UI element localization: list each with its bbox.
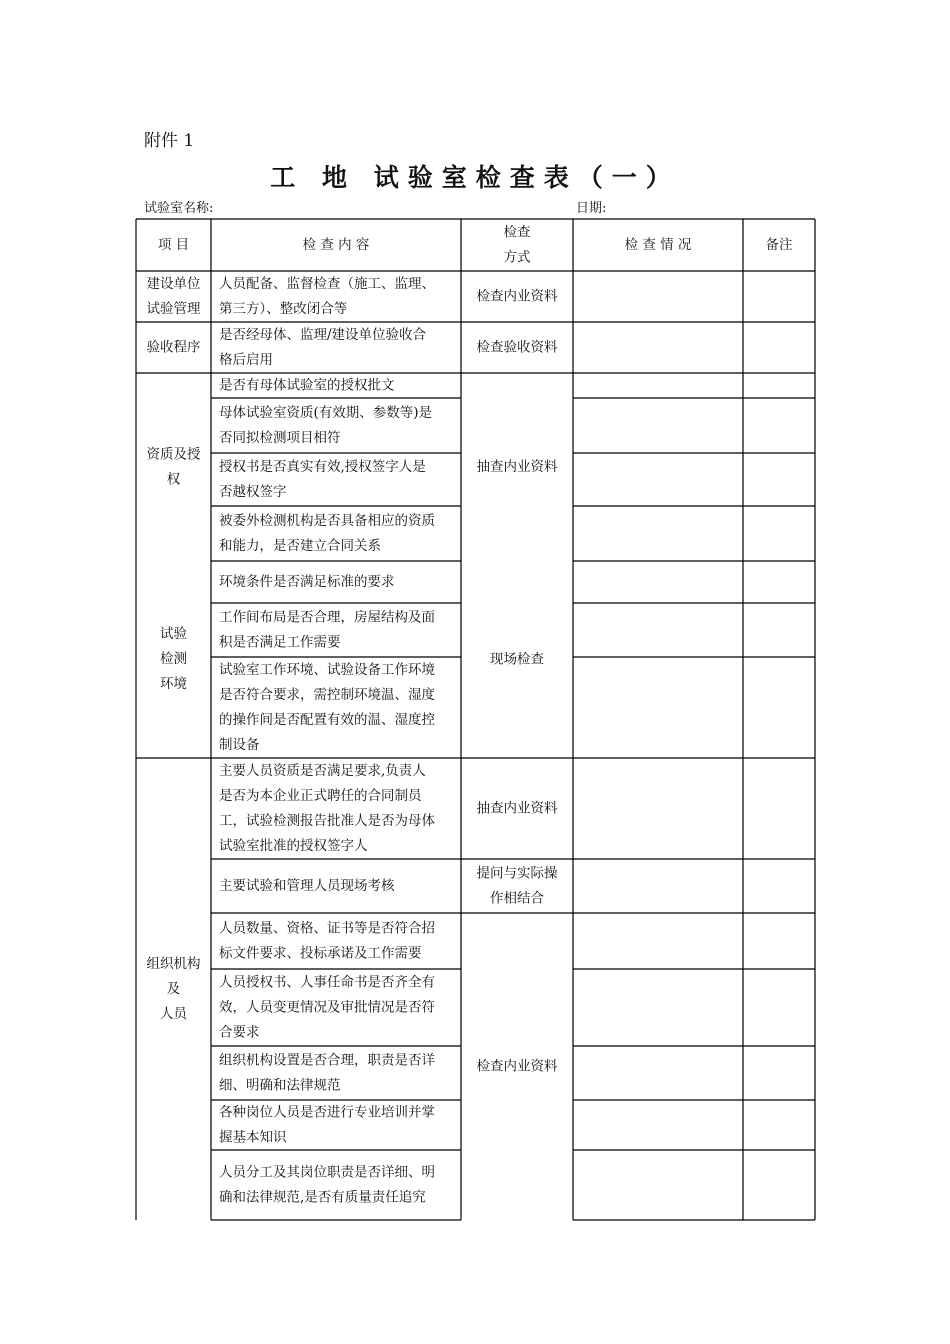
category-label: 建设单位: [146, 276, 201, 292]
check-method: 作相结合: [490, 890, 544, 907]
header-method: 检查: [503, 224, 531, 241]
check-item: 是否符合要求，需控制环境温、湿度: [219, 687, 435, 703]
category-label: 验收程序: [146, 339, 201, 356]
check-item: 各种岗位人员是否进行专业培训并掌: [219, 1104, 435, 1121]
check-item: 否越权签字: [219, 484, 287, 500]
check-item: 积是否满足工作需要: [219, 634, 341, 651]
check-method: 抽查内业资料: [476, 459, 558, 475]
category-label: 权: [166, 471, 181, 488]
category-label: 试验管理: [146, 301, 201, 317]
check-method: 抽查内业资料: [476, 800, 558, 817]
check-item: 主要试验和管理人员现场考核: [219, 878, 395, 894]
category-label: 资质及授: [146, 446, 201, 463]
check-item: 格后启用: [219, 352, 273, 368]
category-label: 及: [166, 981, 181, 997]
header-note: 备注: [765, 237, 793, 253]
check-item: 细、明确和法律规范: [219, 1077, 341, 1094]
check-item: 握基本知识: [219, 1129, 287, 1146]
header-result: 检 查 情 况: [624, 237, 692, 253]
check-method: 检查内业资料: [476, 288, 558, 305]
category-label: 环境: [160, 676, 187, 692]
category-label: 试验: [160, 626, 187, 642]
check-item: 授权书是否真实有效,授权签字人是: [219, 459, 426, 475]
category-label: 组织机构: [146, 956, 201, 972]
category-label: 人员: [160, 1006, 187, 1022]
check-method: 现场检查: [490, 651, 544, 668]
check-item: 主要人员资质是否满足要求,负责人: [219, 763, 426, 779]
check-item: 第三方）、整改闭合等: [219, 301, 348, 317]
check-item: 母体试验室资质(有效期、参数等)是: [219, 405, 433, 421]
check-item: 和能力，是否建立合同关系: [219, 538, 381, 554]
attachment-label: 附件 1: [144, 131, 195, 151]
check-item: 确和法律规范,是否有质量责任追究: [219, 1189, 426, 1206]
check-item: 人员配备、监督检查（施工、监理、: [219, 276, 435, 292]
header-item: 项 目: [157, 237, 190, 253]
check-item: 人员授权书、人事任命书是否齐全有: [219, 974, 435, 991]
check-method: 提问与实际操: [476, 865, 558, 882]
check-item: 是否有母体试验室的授权批文: [219, 377, 395, 394]
check-item: 人员数量、资格、证书等是否符合招: [219, 920, 435, 937]
check-item: 效，人员变更情况及审批情况是否符: [219, 999, 435, 1016]
check-item: 的操作间是否配置有效的温、湿度控: [219, 712, 435, 728]
check-item: 试验室工作环境、试验设备工作环境: [219, 662, 435, 678]
header-content: 检 查 内 容: [302, 237, 370, 253]
check-item: 被委外检测机构是否具备相应的资质: [219, 513, 435, 529]
check-item: 合要求: [219, 1024, 260, 1041]
lab-name-label: 试验室名称:: [144, 201, 214, 216]
check-item: 否同拟检测项目相符: [219, 430, 341, 446]
check-item: 是否经母体、监理/建设单位验收合: [219, 327, 427, 343]
check-item: 工作间布局是否合理，房屋结构及面: [219, 609, 435, 626]
category-label: 检测: [160, 651, 187, 667]
check-item: 试验室批准的授权签字人: [219, 838, 368, 854]
check-method: 检查内业资料: [476, 1058, 558, 1075]
check-item: 标文件要求、投标承诺及工作需要: [219, 945, 422, 962]
check-item: 工，试验检测报告批准人是否为母体: [219, 813, 435, 829]
check-item: 人员分工及其岗位职责是否详细、明: [219, 1164, 435, 1181]
check-item: 组织机构设置是否合理，职责是否详: [219, 1052, 435, 1069]
date-label: 日期:: [576, 201, 607, 216]
check-item: 制设备: [219, 737, 260, 753]
header-method: 方式: [503, 249, 531, 266]
check-item: 环境条件是否满足标准的要求: [219, 574, 395, 590]
page-title: 工 地 试验室检查表（一）: [270, 163, 680, 192]
check-method: 检查验收资料: [476, 339, 558, 356]
check-item: 是否为本企业正式聘任的合同制员: [219, 788, 422, 804]
